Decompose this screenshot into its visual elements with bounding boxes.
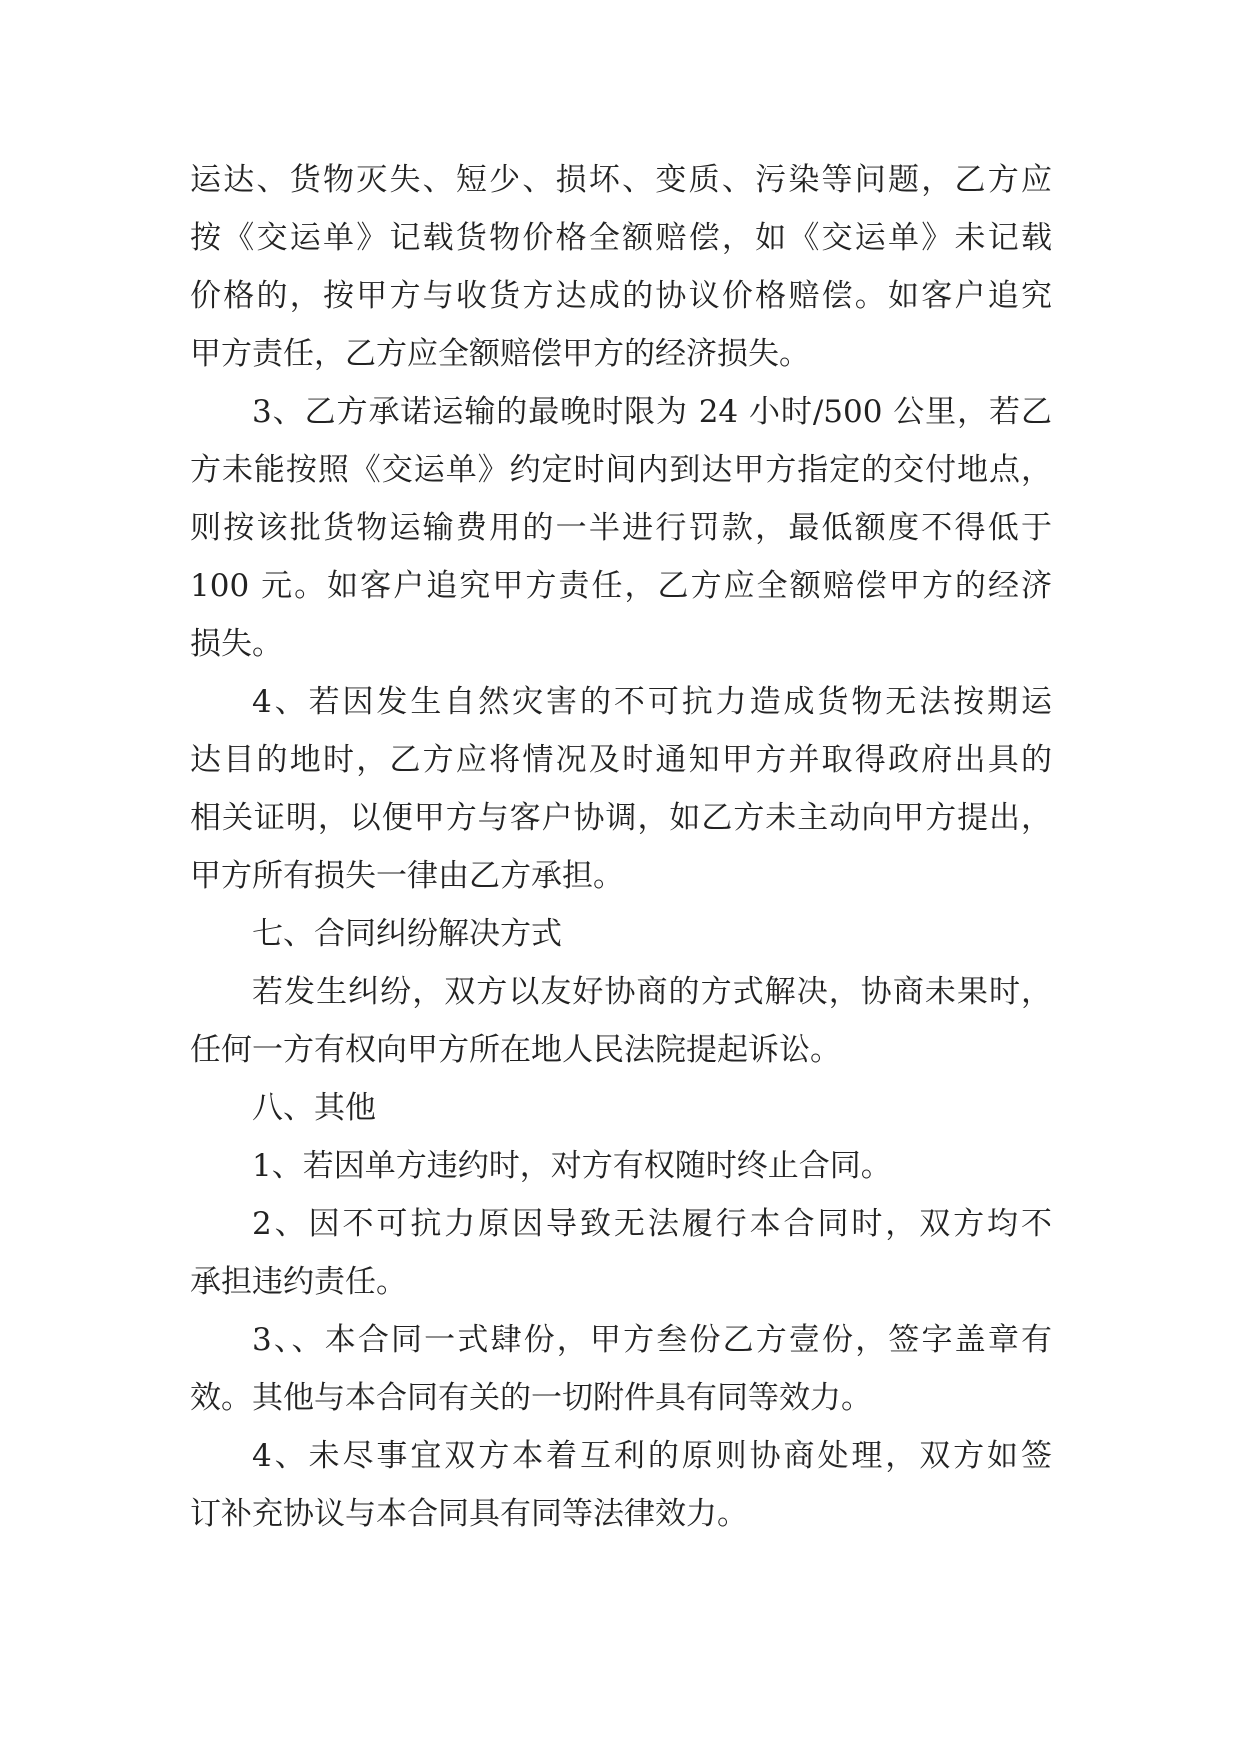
text-line: 损失。 xyxy=(190,626,283,662)
text-line: 甲方所有损失一律由乙方承担。 xyxy=(190,858,624,894)
text-line: 相关证明，以便甲方与客户协调，如乙方未主动向甲方提出， xyxy=(190,800,1052,836)
text-line: 2、因不可抗力原因导致无法履行本合同时，双方均不 xyxy=(252,1206,1052,1242)
text-line: 方未能按照《交运单》约定时间内到达甲方指定的交付地点， xyxy=(190,452,1052,488)
section-heading: 八、其他 xyxy=(252,1090,376,1126)
text-line: 3、、本合同一式肆份，甲方叁份乙方壹份，签字盖章有 xyxy=(252,1322,1052,1358)
text-line: 3、乙方承诺运输的最晚时限为 24 小时/500 公里，若乙 xyxy=(252,394,1052,430)
text-line: 100 元。如客户追究甲方责任，乙方应全额赔偿甲方的经济 xyxy=(190,568,1052,604)
text-line: 1、若因单方违约时，对方有权随时终止合同。 xyxy=(252,1148,892,1184)
text-line: 达目的地时，乙方应将情况及时通知甲方并取得政府出具的 xyxy=(190,742,1052,778)
text-line: 任何一方有权向甲方所在地人民法院提起诉讼。 xyxy=(190,1032,841,1068)
section-heading: 七、合同纠纷解决方式 xyxy=(252,916,562,952)
text-line: 若发生纠纷，双方以友好协商的方式解决，协商未果时， xyxy=(252,974,1052,1010)
text-line: 订补充协议与本合同具有同等法律效力。 xyxy=(190,1496,748,1532)
text-line: 按《交运单》记载货物价格全额赔偿，如《交运单》未记载 xyxy=(190,220,1052,256)
text-line: 承担违约责任。 xyxy=(190,1264,407,1300)
text-line: 效。其他与本合同有关的一切附件具有同等效力。 xyxy=(190,1380,872,1416)
text-line: 甲方责任，乙方应全额赔偿甲方的经济损失。 xyxy=(190,336,810,372)
text-line: 则按该批货物运输费用的一半进行罚款，最低额度不得低于 xyxy=(190,510,1052,546)
text-line: 运达、货物灭失、短少、损坏、变质、污染等问题，乙方应 xyxy=(190,162,1052,198)
text-line: 4、若因发生自然灾害的不可抗力造成货物无法按期运 xyxy=(252,684,1052,720)
text-line: 4、未尽事宜双方本着互利的原则协商处理，双方如签 xyxy=(252,1438,1052,1474)
text-line: 价格的，按甲方与收货方达成的协议价格赔偿。如客户追究 xyxy=(190,278,1052,314)
